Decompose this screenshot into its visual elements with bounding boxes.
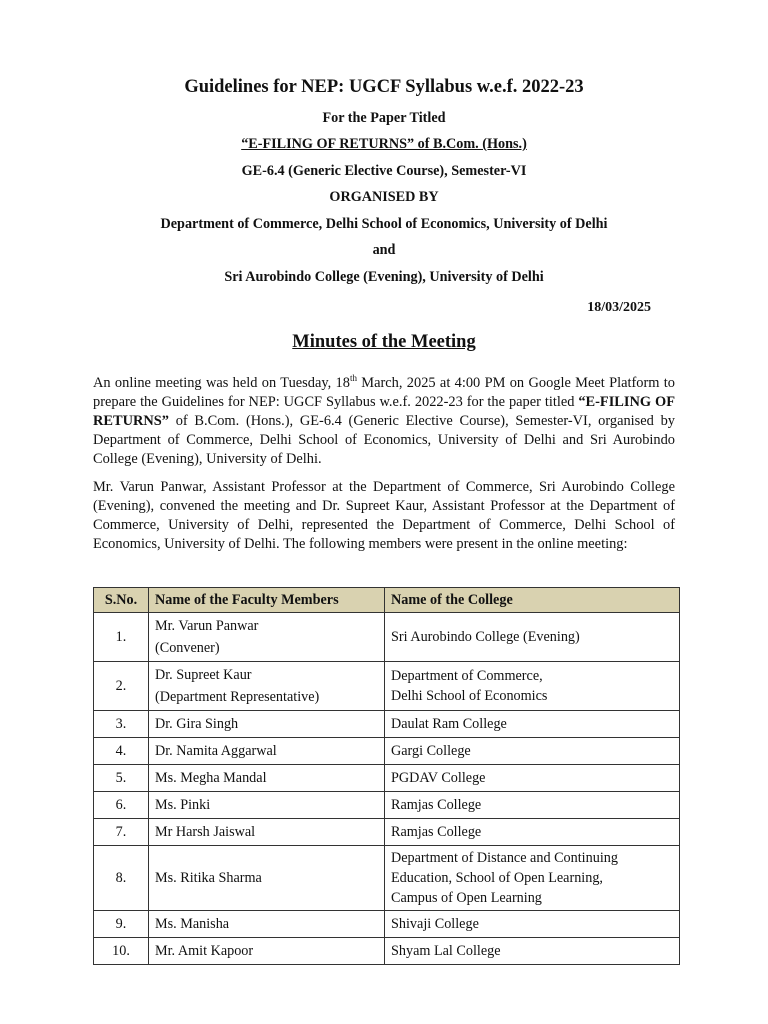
table-row [94,613,680,662]
table-row [94,938,680,965]
header-college: Name of the College [385,588,680,613]
minutes-heading: Minutes of the Meeting [292,332,476,352]
cell-college-name: Shyam Lal College [385,938,680,965]
cell-college-name: Ramjas College [385,819,680,846]
table-header-row [94,588,680,613]
cell-faculty-name: Ms. Megha Mandal [149,765,385,792]
cell-faculty-name: Dr. Gira Singh [149,711,385,738]
cell-college-name: Department of Commerce, Delhi School of Economics [385,662,680,711]
subtitle-paper-name: “E-FILING OF RETURNS” of B.Com. (Hons.) [241,136,527,152]
cell-sno: 10. [94,938,149,965]
table-row [94,819,680,846]
subtitle-college: Sri Aurobindo College (Evening), University of Delhi [224,269,544,285]
table-row [94,792,680,819]
cell-college-name: Gargi College [385,738,680,765]
cell-faculty-name: Mr. Amit Kapoor [149,938,385,965]
cell-faculty-name: Mr Harsh Jaiswal [149,819,385,846]
cell-college-name: Sri Aurobindo College (Evening) [385,613,680,662]
cell-faculty-name: Dr. Supreet Kaur (Department Representative) [149,662,385,711]
cell-sno: 2. [94,662,149,711]
cell-college-name: Department of Distance and Continuing Education, School of Open Learning, Campus of Open Learning [385,846,680,911]
table-row [94,846,680,911]
cell-sno: 5. [94,765,149,792]
cell-faculty-name: Mr. Varun Panwar (Convener) [149,613,385,662]
table-row [94,711,680,738]
document-title: Guidelines for NEP: UGCF Syllabus w.e.f. 2022-23 [184,77,584,97]
header-sno: S.No. [94,588,149,613]
table-row [94,911,680,938]
table-row [94,765,680,792]
table-row [94,738,680,765]
subtitle-paper-titled: For the Paper Titled [322,110,446,126]
table-row [94,662,680,711]
cell-sno: 4. [94,738,149,765]
cell-sno: 1. [94,613,149,662]
meeting-date: 18/03/2025 [587,300,651,315]
subtitle-organised-by: ORGANISED BY [329,189,439,205]
header-faculty: Name of the Faculty Members [149,588,385,613]
cell-faculty-name: Ms. Manisha [149,911,385,938]
subtitle-course: GE-6.4 (Generic Elective Course), Semester-VI [241,163,527,179]
cell-faculty-name: Ms. Ritika Sharma [149,846,385,911]
cell-faculty-name: Ms. Pinki [149,792,385,819]
cell-sno: 8. [94,846,149,911]
cell-college-name: Daulat Ram College [385,711,680,738]
faculty-members-table [93,587,680,965]
cell-college-name: PGDAV College [385,765,680,792]
cell-college-name: Ramjas College [385,792,680,819]
subtitle-department: Department of Commerce, Delhi School of Economics, University of Delhi [160,216,608,232]
cell-sno: 7. [94,819,149,846]
cell-faculty-name: Dr. Namita Aggarwal [149,738,385,765]
cell-sno: 6. [94,792,149,819]
cell-sno: 3. [94,711,149,738]
minutes-paragraph-1: An online meeting was held on Tuesday, 18th March, 2025 at 4:00 PM on Google Meet Platform to prepare the Guidelines for NEP: UGCF Syllabus w.e.f. 2022-23 for the paper titled “E-FILING OF RETURNS” of B.Com. (Hons.), GE-6.4 (Generic Elective Course), Semester-VI, organised by Department of Commerce, Delhi School of Economics, University of Delhi and Sri Aurobindo College (Evening), University of Delhi. [93,373,676,467]
cell-college-name: Shivaji College [385,911,680,938]
subtitle-and: and [372,242,396,258]
minutes-paragraph-2: Mr. Varun Panwar, Assistant Professor at the Department of Commerce, Sri Aurobindo College (Evening), convened the meeting and Dr. Supreet Kaur, Assistant Professor at the Department of Commerce, University of Delhi, represented the Department of Commerce, Delhi School of Economics, University of Delhi. The following members were present in the online meeting: [93,479,675,552]
cell-sno: 9. [94,911,149,938]
